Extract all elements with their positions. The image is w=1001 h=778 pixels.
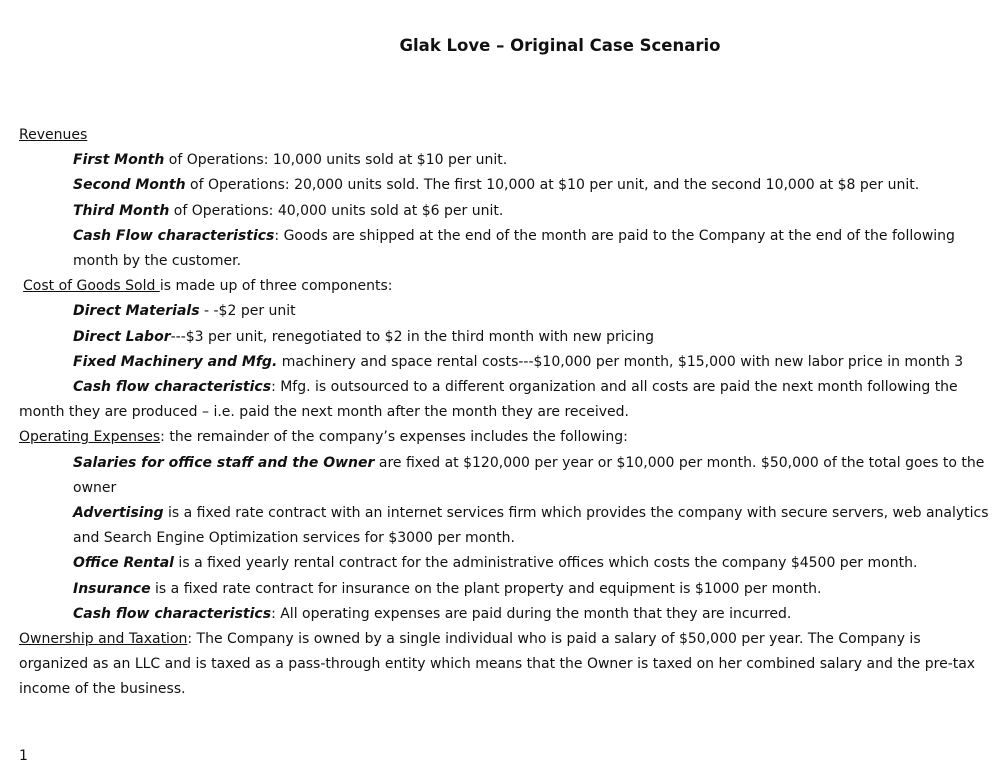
- first-month-text: of Operations: 10,000 units sold at $10 per unit.: [164, 152, 508, 169]
- document-title: Glak Love – Original Case Scenario: [399, 36, 721, 55]
- direct-labor-label: Direct Labor: [73, 328, 171, 345]
- ownership-paragraph: [19, 627, 989, 703]
- opex-heading-line: [19, 425, 989, 450]
- salaries-text: are fixed at $120,000 per year or $10,000 per month. $50,000 of the total goes to the owner: [73, 454, 985, 496]
- cogs-cash-flow-item: [19, 375, 989, 400]
- document-body: [19, 123, 989, 703]
- advertising-text: is a fixed rate contract with an internet services firm which provides the company with secure servers, web analytics and Search Engine Optimization services for $3000 per month.: [73, 505, 989, 547]
- first-month-item: [19, 148, 989, 173]
- revenues-heading: Revenues: [19, 127, 88, 143]
- second-month-item: [19, 173, 989, 198]
- revenue-cash-flow-item: [19, 224, 989, 274]
- cogs-cash-flow-continuation: month they are produced – i.e. paid the next month after the month they are received.: [19, 404, 629, 421]
- cogs-cash-flow-text-1: : Mfg. is outsourced to a different organization and all costs are paid the next month following the: [271, 379, 958, 396]
- insurance-text: is a fixed rate contract for insurance on the plant property and equipment is $1000 per month.: [150, 580, 822, 597]
- direct-materials-text: - -$2 per unit: [199, 303, 296, 320]
- office-rental-label: Office Rental: [73, 555, 174, 572]
- fixed-machinery-label: Fixed Machinery and Mfg.: [73, 353, 278, 370]
- revenues-heading-line: [19, 123, 989, 148]
- cogs-heading-line: [19, 274, 989, 299]
- direct-labor-text: ---$3 per unit, renegotiated to $2 in the third month with new pricing: [170, 328, 654, 345]
- second-month-text: of Operations: 20,000 units sold. The first 10,000 at $10 per unit, and the second 10,000 at $8 per unit.: [185, 177, 920, 194]
- opex-heading: Operating Expenses: [19, 429, 161, 446]
- third-month-label: Third Month: [73, 202, 170, 219]
- direct-materials-label: Direct Materials: [73, 303, 200, 320]
- cogs-heading: Cost of Goods Sold: [23, 278, 160, 295]
- cogs-intro: is made up of three components:: [159, 278, 393, 295]
- salaries-item: [19, 451, 989, 501]
- revenue-cash-flow-label: Cash Flow characteristics: [73, 227, 275, 244]
- first-month-label: First Month: [73, 152, 165, 169]
- opex-cash-flow-label: Cash flow characteristics: [73, 605, 272, 622]
- cogs-cash-flow-label: Cash flow characteristics: [73, 379, 272, 396]
- second-month-label: Second Month: [73, 177, 186, 194]
- opex-cash-flow-item: [19, 602, 989, 627]
- direct-labor-item: [19, 325, 989, 350]
- opex-cash-flow-text: : All operating expenses are paid during the month that they are incurred.: [271, 605, 792, 622]
- ownership-text: : The Company is owned by a single individual who is paid a salary of $50,000 per year. The Company is organized as an LLC and is taxed as a pass-through entity which means that the Owner is taxed on her combined salary and the pre-tax income of the business.: [19, 631, 976, 698]
- fixed-machinery-item: [19, 350, 989, 375]
- opex-intro: : the remainder of the company’s expenses includes the following:: [160, 429, 628, 446]
- insurance-item: [19, 577, 989, 602]
- fixed-machinery-text: machinery and space rental costs---$10,000 per month, $15,000 with new labor price in month 3: [277, 353, 964, 370]
- insurance-label: Insurance: [73, 580, 151, 597]
- office-rental-item: [19, 551, 989, 576]
- third-month-text: of Operations: 40,000 units sold at $6 per unit.: [169, 202, 504, 219]
- advertising-label: Advertising: [73, 505, 164, 522]
- third-month-item: [19, 199, 989, 224]
- salaries-label: Salaries for office staff and the Owner: [73, 454, 375, 471]
- revenue-cash-flow-text: : Goods are shipped at the end of the month are paid to the Company at the end of the following month by the customer.: [73, 227, 955, 270]
- page-number: 1: [19, 748, 28, 764]
- advertising-item: [19, 501, 989, 551]
- direct-materials-item: [19, 299, 989, 324]
- ownership-heading: Ownership and Taxation: [19, 631, 188, 648]
- office-rental-text: is a fixed yearly rental contract for the administrative offices which costs the company $4500 per month.: [173, 555, 918, 572]
